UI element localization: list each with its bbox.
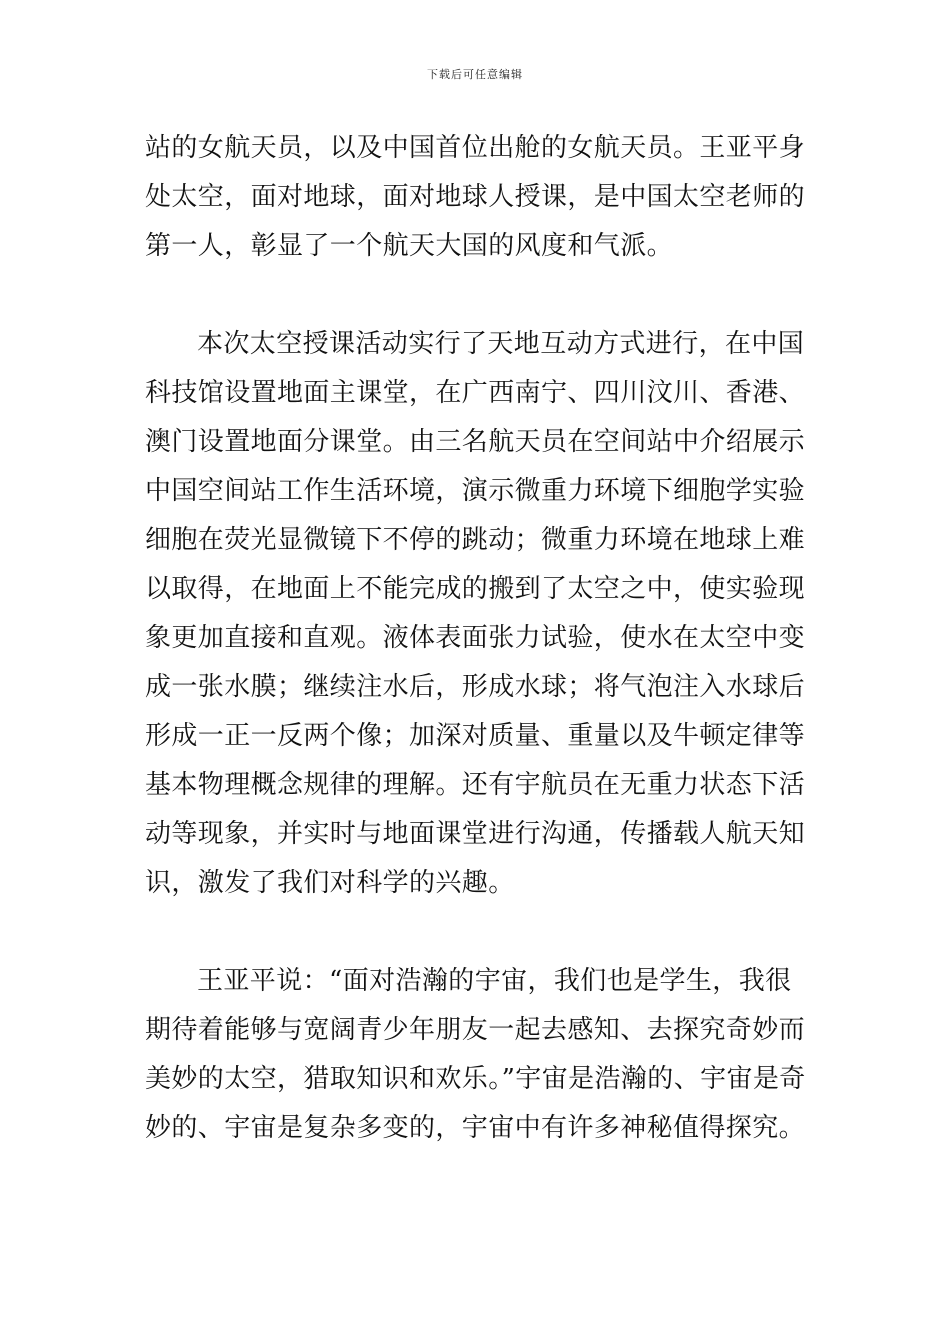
paragraph-continuation: 站的女航天员，以及中国首位出舱的女航天员。王亚平身处太空，面对地球，面对地球人授课，是中国太空老师的第一人，彰显了一个航天大国的风度和气派。: [145, 133, 806, 261]
paragraph-space-lesson: 本次太空授课活动实行了天地互动方式进行，在中国科技馆设置地面主课堂，在广西南宁、四川汶川、香港、澳门设置地面分课堂。由三名航天员在空间站中介绍展示中国空间站工作生活环境，演示微重力环境下细胞学实验细胞在荧光显微镜下不停的跳动；微重力环境在地球上难以取得，在地面上不能完成的搬到了太空之中，使实验现象更加直接和直观。液体表面张力试验，使水在太空中变成一张水膜；继续注水后，形成水球；将气泡注入水球后形成一正一反两个像；加深对质量、重量以及牛顿定律等基本物理概念规律的理解。还有宇航员在无重力状态下活动等现象，并实时与地面课堂进行沟通，传播载人航天知识，激发了我们对科学的兴趣。: [145, 329, 806, 898]
document-body: [145, 124, 810, 1153]
paragraph-quote: 王亚平说：“面对浩瀚的宇宙，我们也是学生，我很期待着能够与宽阔青少年朋友一起去感知、去探究奇妙而美妙的太空，猎取知识和欢乐。”宇宙是浩瀚的、宇宙是奇妙的、宇宙是复杂多变的，宇宙中有许多神秘值得探究。: [145, 966, 806, 1143]
page-header: 下载后可任意编辑: [427, 68, 523, 81]
